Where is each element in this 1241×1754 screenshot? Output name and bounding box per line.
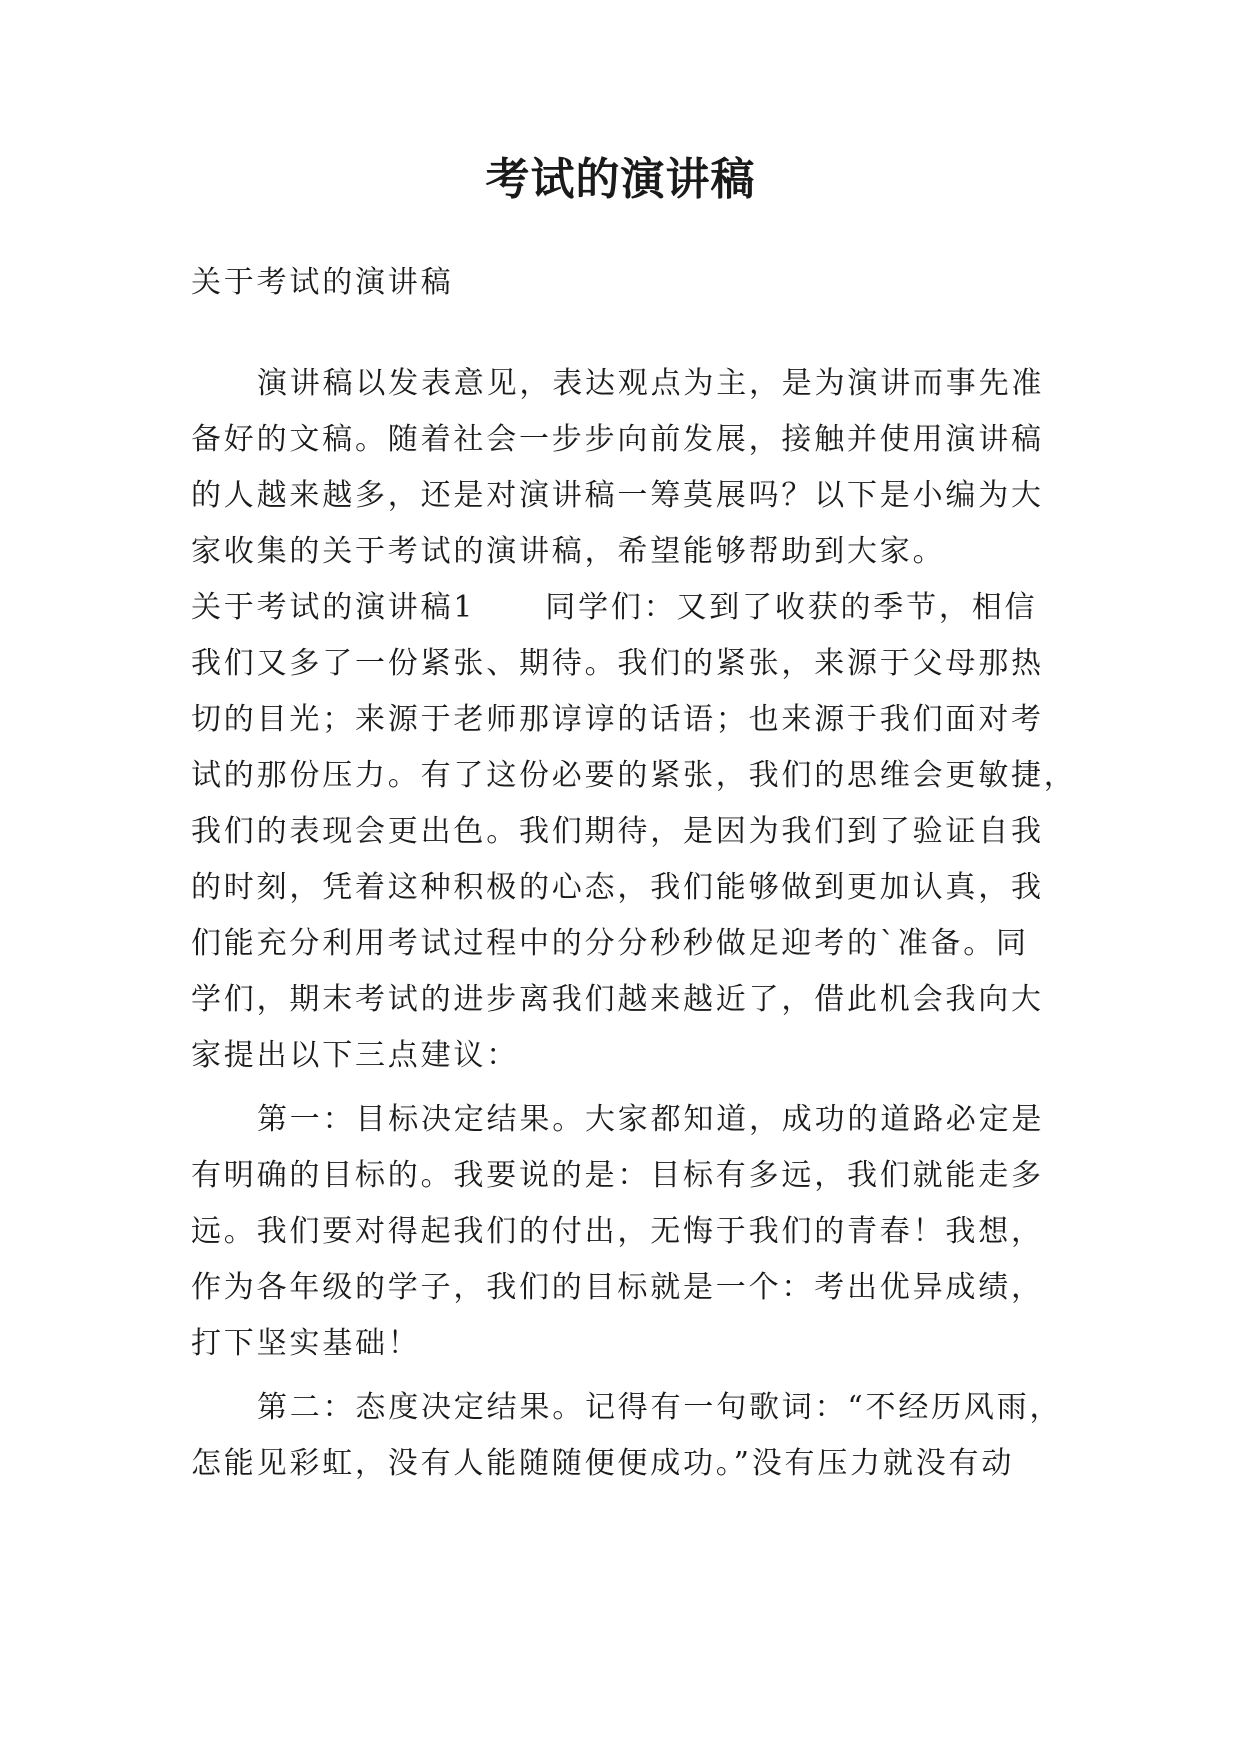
point2-line-2: 怎能见彩虹，没有人能随随便便成功。”没有压力就没有动 — [191, 1446, 1015, 1481]
section-line-2: 切的目光；来源于老师那谆谆的话语；也来源于我们面对考 — [191, 702, 1044, 737]
section-line-8: 家提出以下三点建议： — [191, 1038, 519, 1073]
section-line-3: 试的那份压力。有了这份必要的紧张，我们的思维会更敏捷， — [191, 758, 1077, 793]
section-line-6: 们能充分利用考试过程中的分分秒秒做足迎考的`准备。同 — [191, 926, 1029, 961]
intro-line-1: 演讲稿以发表意见，表达观点为主，是为演讲而事先准 — [257, 366, 1045, 401]
point1-line-1: 第一：目标决定结果。大家都知道，成功的道路必定是 — [257, 1102, 1045, 1137]
section-line-7: 学们，期末考试的进步离我们越来越近了，借此机会我向大 — [191, 982, 1044, 1017]
section-line-4: 我们的表现会更出色。我们期待，是因为我们到了验证自我 — [191, 814, 1044, 849]
point1-line-3: 远。我们要对得起我们的付出，无悔于我们的青春！我想， — [191, 1214, 1044, 1249]
section-heading: 关于考试的演讲稿1 — [191, 590, 476, 625]
point1-line-5: 打下坚实基础！ — [191, 1326, 421, 1361]
point2-line-1: 第二：态度决定结果。记得有一句歌词：“不经历风雨， — [257, 1390, 1063, 1425]
intro-line-4: 家收集的关于考试的演讲稿，希望能够帮助到大家。 — [191, 534, 946, 569]
point1-line-4: 作为各年级的学子，我们的目标就是一个：考出优异成绩， — [191, 1270, 1044, 1305]
section-heading-line — [191, 588, 1037, 628]
point1-line-2: 有明确的目标的。我要说的是：目标有多远，我们就能走多 — [191, 1158, 1044, 1193]
intro-line-3: 的人越来越多，还是对演讲稿一筹莫展吗？以下是小编为大 — [191, 478, 1044, 513]
section-line-1: 我们又多了一份紧张、期待。我们的紧张，来源于父母那热 — [191, 646, 1044, 681]
section-line-5: 的时刻，凭着这种积极的心态，我们能够做到更加认真，我 — [191, 870, 1044, 905]
document-subtitle: 关于考试的演讲稿 — [191, 265, 454, 300]
intro-line-2: 备好的文稿。随着社会一步步向前发展，接触并使用演讲稿 — [191, 422, 1044, 457]
section-first-line: 同学们：又到了收获的季节，相信 — [545, 590, 1038, 625]
document-title: 考试的演讲稿 — [485, 154, 756, 205]
